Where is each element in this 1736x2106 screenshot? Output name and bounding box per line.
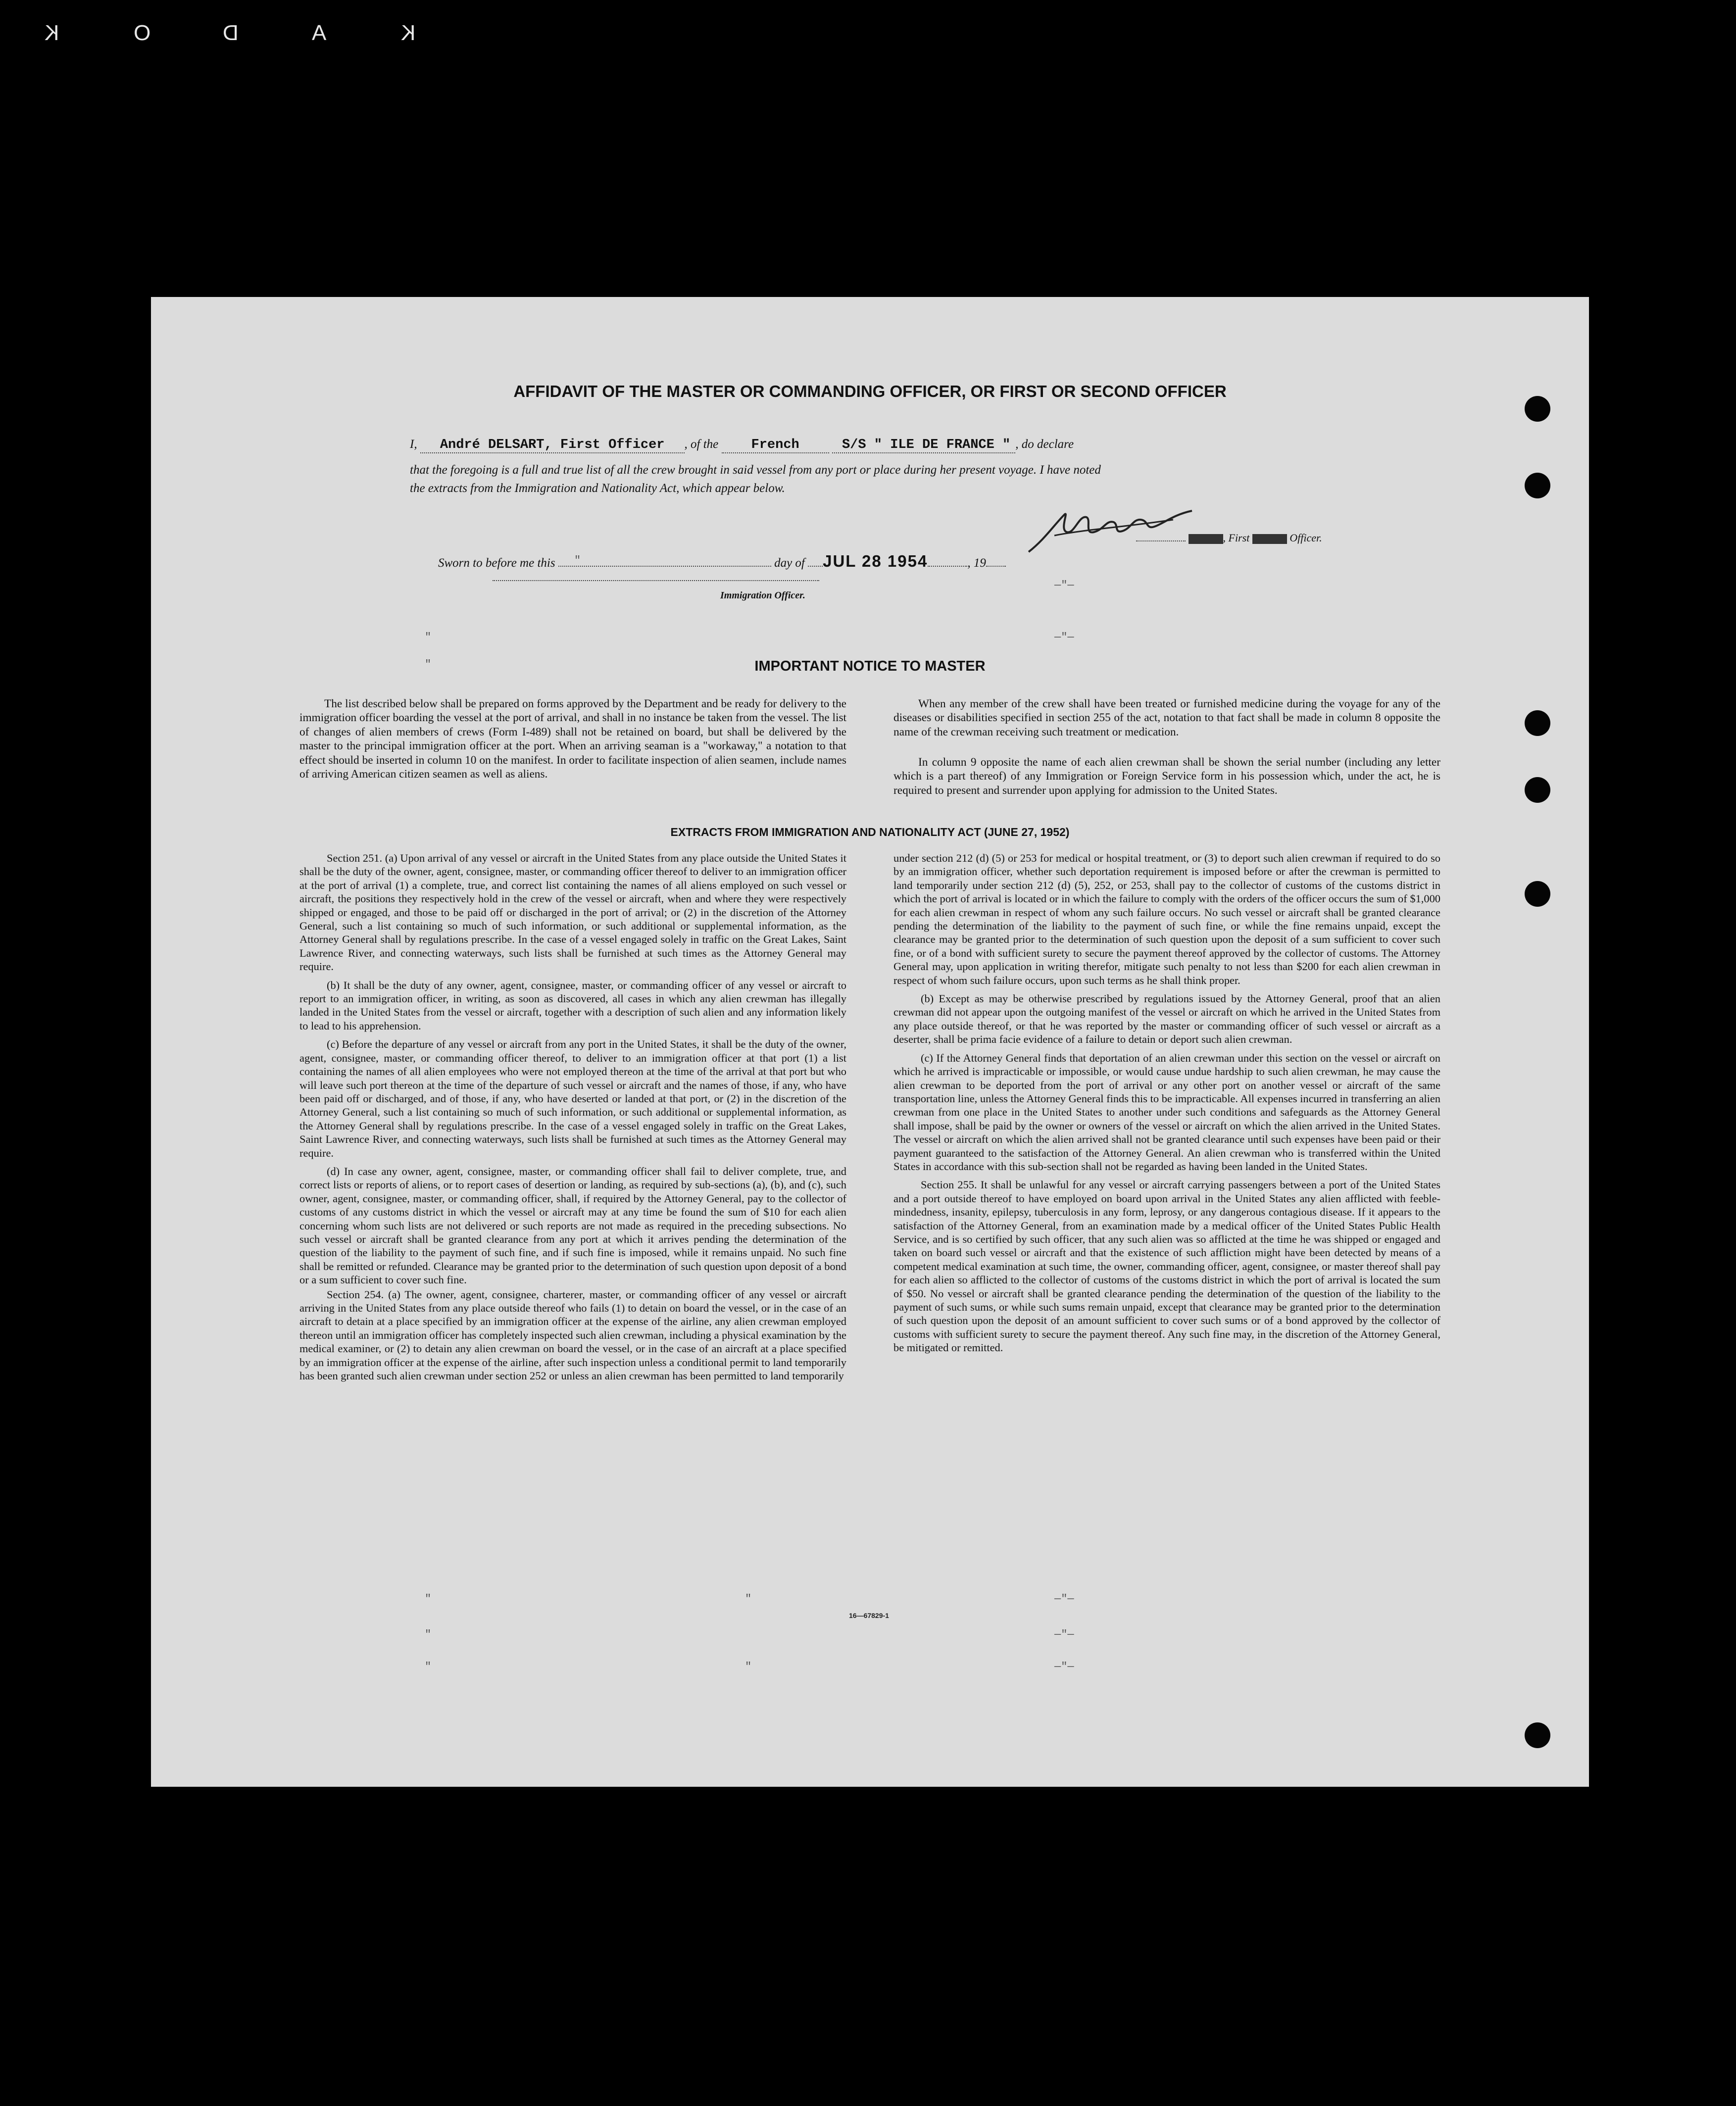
section-251d: (d) In case any owner, agent, consignee, master, or commanding officer shall fail to deliver complete, true, and correct lists or reports of aliens, or to report cases of desertion or landing, as required by sub-sections (a), (b), and (c), such owner, agent, consignee, master, or commanding officer, shall, if required by the Attorney General, pay to the collector of customs of any customs district in which the vessel or aircraft may at any time be found the sum of $10 for each alien concerning whom such lists are not delivered or such reports are not made as required in the preceding subsections. No such vessel or aircraft shall be granted clearance from any port at which it arrives pending the determination of the question of the liability to the payment of such fine, and if such fine is imposed, while it remains unpaid. No such fine shall be remitted or refunded. Clearance may be granted prior to the determination of such question upon deposit of a bond or a sum sufficient to cover such fine. xyxy=(299,1165,846,1286)
officer-name-field[interactable]: André DELSART, First Officer xyxy=(420,438,685,453)
immigration-officer-signature-line[interactable] xyxy=(493,580,819,581)
sworn-month-dots xyxy=(808,555,823,567)
punch-hole xyxy=(1525,473,1550,498)
sworn-day-field[interactable] xyxy=(558,555,771,567)
notice-title: IMPORTANT NOTICE TO MASTER xyxy=(754,658,986,674)
struck-text xyxy=(1252,534,1287,544)
film-letter: K xyxy=(401,21,416,45)
sworn-year-field[interactable] xyxy=(986,555,1006,567)
bleed-mark: " xyxy=(745,1661,752,1673)
film-letter: K xyxy=(45,21,59,45)
film-letter: O xyxy=(134,21,151,45)
bleed-mark: —"— xyxy=(1054,579,1074,591)
officer-signature-line xyxy=(1136,530,1322,544)
form-number: 16—67829-1 xyxy=(849,1612,889,1619)
notice-left-paragraph: The list described below shall be prepared on forms approved by the Department and be ready for delivery to the immigration officer boarding the vessel at the port of arrival, and shall in no instance be taken from the vessel. The list of changes of alien members of crews (Form I-489) shall not be retained on board, but shall be delivered by the master to the principal immigration officer at the port. When an arriving seaman is a "workaway," a notation to that effect should be inserted in column 10 on the manifest. In order to facilitate inspection of alien seamen, include names of arriving American citizen seamen as well as aliens. xyxy=(299,697,846,781)
bleed-mark: " xyxy=(425,658,432,671)
struck-text xyxy=(1189,534,1223,544)
decl-of-the: , of the xyxy=(684,438,719,451)
declaration-line xyxy=(410,438,1074,452)
officer-sig-dots xyxy=(1136,530,1186,541)
bleed-mark: —"— xyxy=(1054,1661,1074,1673)
extracts-right-column xyxy=(893,851,1440,1355)
nineteen-label: , 19 xyxy=(967,556,986,570)
bleed-mark: —"— xyxy=(1054,1593,1074,1605)
sworn-label: Sworn to before me this xyxy=(438,556,555,570)
film-letter: A xyxy=(312,21,327,45)
section-255: Section 255. It shall be unlawful for any vessel or aircraft carrying passengers between a port of the United States and a port outside thereof to have employed on board upon arrival in the United States any alien afflicted with feeble-mindedness, insanity, epilepsy, tuberculosis in any form, leprosy, or any dangerous contagious disease. If it appears to the satisfaction of the Attorney General, from an examination made by a medical officer of the United States Public Health Service, and is so certified by such officer, that any such alien was so afflicted at the time he was shipped or engaged and taken on board such vessel or aircraft and that the existence of such affliction might have been detected by means of a competent medical examination at such time, the owner, commanding officer, agent, consignee, or master thereof shall pay for each alien so afflicted to the collector of customs of the customs district in which the port of arrival is located the sum of $50. No vessel or aircraft shall be granted clearance pending the determination of the question of the liability to the payment of such sums, or while such sums remain unpaid, except that clearance may be granted prior to the determination of such question upon the deposit of an amount sufficient to cover such sums or of a bond approved by the collector of customs with sufficient surety to secure the payment thereof. Any such fine may, in the discretion of the Attorney General, be mitigated or remitted. xyxy=(893,1178,1440,1354)
notice-right-paragraph-1: When any member of the crew shall have been treated or furnished medicine during the voyage for any of the diseases or disabilities specified in section 255 of the act, notation to that fact shall be made in column 8 opposite the name of the crewman receiving such treatment or medication. xyxy=(893,697,1440,738)
vessel-name-field[interactable]: S/S " ILE DE FRANCE " xyxy=(832,438,1015,453)
section-251b: (b) It shall be the duty of any owner, agent, consignee, master, or commanding officer of any vessel or aircraft to report to an immigration officer, in writing, as soon as discovered, all cases in which any alien crewman has illegally landed in the United States from the vessel or aircraft, together with a description of such alien and any information likely to lead to his apprehension. xyxy=(299,979,846,1032)
immigration-officer-label: Immigration Officer. xyxy=(720,590,805,601)
declaration-text-3: the extracts from the Immigration and Nationality Act, which appear below. xyxy=(410,482,785,495)
bleed-mark: " xyxy=(745,1593,752,1605)
declaration-text-2: that the foregoing is a full and true list of all the crew brought in said vessel from any port or place during her present voyage. I have noted xyxy=(410,463,1101,477)
extracts-left-column xyxy=(299,851,846,1382)
bleed-mark: " xyxy=(425,1628,432,1641)
bleed-mark: " xyxy=(574,554,581,567)
date-stamp: JUL 28 1954 xyxy=(823,552,928,570)
officer-first: , First xyxy=(1223,532,1250,544)
section-251a: Section 251. (a) Upon arrival of any vessel or aircraft in the United States from any place outside the United States it shall be the duty of the owner, agent, consignee, master, or commanding officer thereof to deliver to an immigration officer at the port of arrival (1) a complete, true, and correct list containing the names of all aliens employed on such vessel or aircraft, the positions they respectively hold in the crew of the vessel or aircraft, when and where they were respectively shipped or engaged, and those to be paid off or discharged in the port of arrival; or (2) in the discretion of the Attorney General, such a list containing so much of such information, or such additional or supplemental information, as the Attorney General shall by regulations prescribe. In the case of a vessel engaged solely in traffic on the Great Lakes, Saint Lawrence River, and connecting waterways, such lists shall be furnished at such times as the Attorney General may require. xyxy=(299,852,846,973)
punch-hole xyxy=(1525,710,1550,736)
sworn-line xyxy=(438,552,1006,571)
decl-do-declare: , do declare xyxy=(1015,438,1074,451)
punch-hole xyxy=(1525,777,1550,803)
notice-right-paragraph-2: In column 9 opposite the name of each alien crewman shall be shown the serial number (including any letter which is a part thereof) of any Immigration or Foreign Service form in his possession which, under the act, he is required to present and surrender upon applying for admission to the United States. xyxy=(893,756,1440,797)
section-254b: (b) Except as may be otherwise prescribed by regulations issued by the Attorney General, proof that an alien crewman did not appear upon the outgoing manifest of the vessel or aircraft on which he arrived in the United States from any place outside thereof, or that he was reported by the master or commanding officer of such vessel or aircraft as a deserter, shall be prima facie evidence of a failure to detain or deport such alien crewman. xyxy=(893,992,1440,1046)
nationality-field[interactable]: French xyxy=(722,438,829,453)
bleed-mark: " xyxy=(425,1661,432,1673)
bleed-mark: —"— xyxy=(1054,631,1074,643)
section-254c: (c) If the Attorney General finds that deportation of an alien crewman under this section on the vessel or aircraft on which he arrived is impracticable or impossible, or would cause undue hardship to such alien crewman, he may cause the alien crewman to be deported from the port of arrival or any other port on another vessel or aircraft of the same transportation line, unless the Attorney General finds this to be impracticable. All expenses incurred in transferring an alien crewman from one place in the United States to another under such conditions and safeguards as the Attorney General shall impose, shall be paid by the owner or owners of the vessel or aircraft on which the alien arrived in the United States. The vessel or aircraft on which the alien arrived shall not be granted clearance until such expenses have been paid or their payment guaranteed to the satisfaction of the Attorney General. An alien crewman who is transferred within the United States in accordance with this sub-section shall not be regarded as having been landed in the United States. xyxy=(893,1051,1440,1173)
section-254a-cont: under section 212 (d) (5) or 253 for medical or hospital treatment, or (3) to deport such alien crewman if required to do so by an immigration officer, whether such deportation requirement is imposed before or after the crewman is permitted to land temporarily under section 212 (d) (5), 252, or 253, shall pay to the collector of customs of the customs district in which the port of arrival is located or in which the failure to comply with the orders of the officer occurs the sum of $1,000 for each alien crewman in respect of whom any such failure occurs. No such vessel or aircraft shall be granted clearance pending the determination of the liability to the payment of such fine, or while the fine remains unpaid, except the clearance may be granted prior to the determination of such question upon the deposit of a sum sufficient to cover such fine, or of a bond with sufficient surety to secure the payment thereof approved by the collector of customs. The Attorney General may, upon application in writing therefor, mitigate such penalty to not less than $200 for each alien crewman in respect of whom such failure occurs, upon such terms as he shall think proper. xyxy=(893,852,1440,986)
bleed-mark: " xyxy=(425,631,432,643)
affidavit-title: AFFIDAVIT OF THE MASTER OR COMMANDING OFFICER, OR FIRST OR SECOND OFFICER xyxy=(513,382,1227,400)
decl-i: I, xyxy=(410,438,417,451)
bleed-mark: " xyxy=(425,1593,432,1605)
section-251c: (c) Before the departure of any vessel or aircraft from any port in the United States, it shall be the duty of the owner, agent, consignee, master, or commanding officer thereof, to deliver to an immigration officer at that port (1) a list containing the names of all alien employees who were not employed thereon at the time of the arrival at that port but who will leave such port thereon at the time of the departure of such vessel or aircraft and the names of those, if any, who have been paid off or discharged, and of those, if any, who have deserted or landed at that port, or (2) in the discretion of the Attorney General, such a list containing so much of such information, or such additional or supplemental information, as the Attorney General shall by regulations prescribe. In the case of a vessel engaged solely in traffic on the Great Lakes, Saint Lawrence River, and connecting waterways, such lists shall be furnished at such times as the Attorney General may require. xyxy=(299,1038,846,1159)
section-254a: Section 254. (a) The owner, agent, consignee, charterer, master, or commanding officer of any vessel or aircraft arriving in the United States from any place outside thereof who fails (1) to detain on board the vessel, or in the case of an aircraft to detain at a place specified by an immigration officer at the expense of the airline, any alien crewman employed thereon until an immigration officer has completely inspected such alien crewman, including a physical examination by the medical examiner, or (2) to detain any alien crewman on board the vessel, or in the case of an aircraft at a place specified by an immigration officer at the expense of the airline, after such inspection unless a conditional permit to land temporarily has been granted such alien crewman under section 252 or unless an alien crewman has been permitted to land temporarily xyxy=(299,1288,846,1382)
film-letter: D xyxy=(223,21,239,45)
punch-hole xyxy=(1525,1722,1550,1748)
extracts-title: EXTRACTS FROM IMMIGRATION AND NATIONALITY ACT (JUNE 27, 1952) xyxy=(670,826,1070,838)
bleed-mark: —"— xyxy=(1054,1628,1074,1641)
document-page xyxy=(151,297,1589,1787)
day-of-label: day of xyxy=(774,556,805,570)
sworn-month-dots xyxy=(928,555,967,567)
officer-label: Officer. xyxy=(1290,532,1322,544)
punch-hole xyxy=(1525,881,1550,907)
